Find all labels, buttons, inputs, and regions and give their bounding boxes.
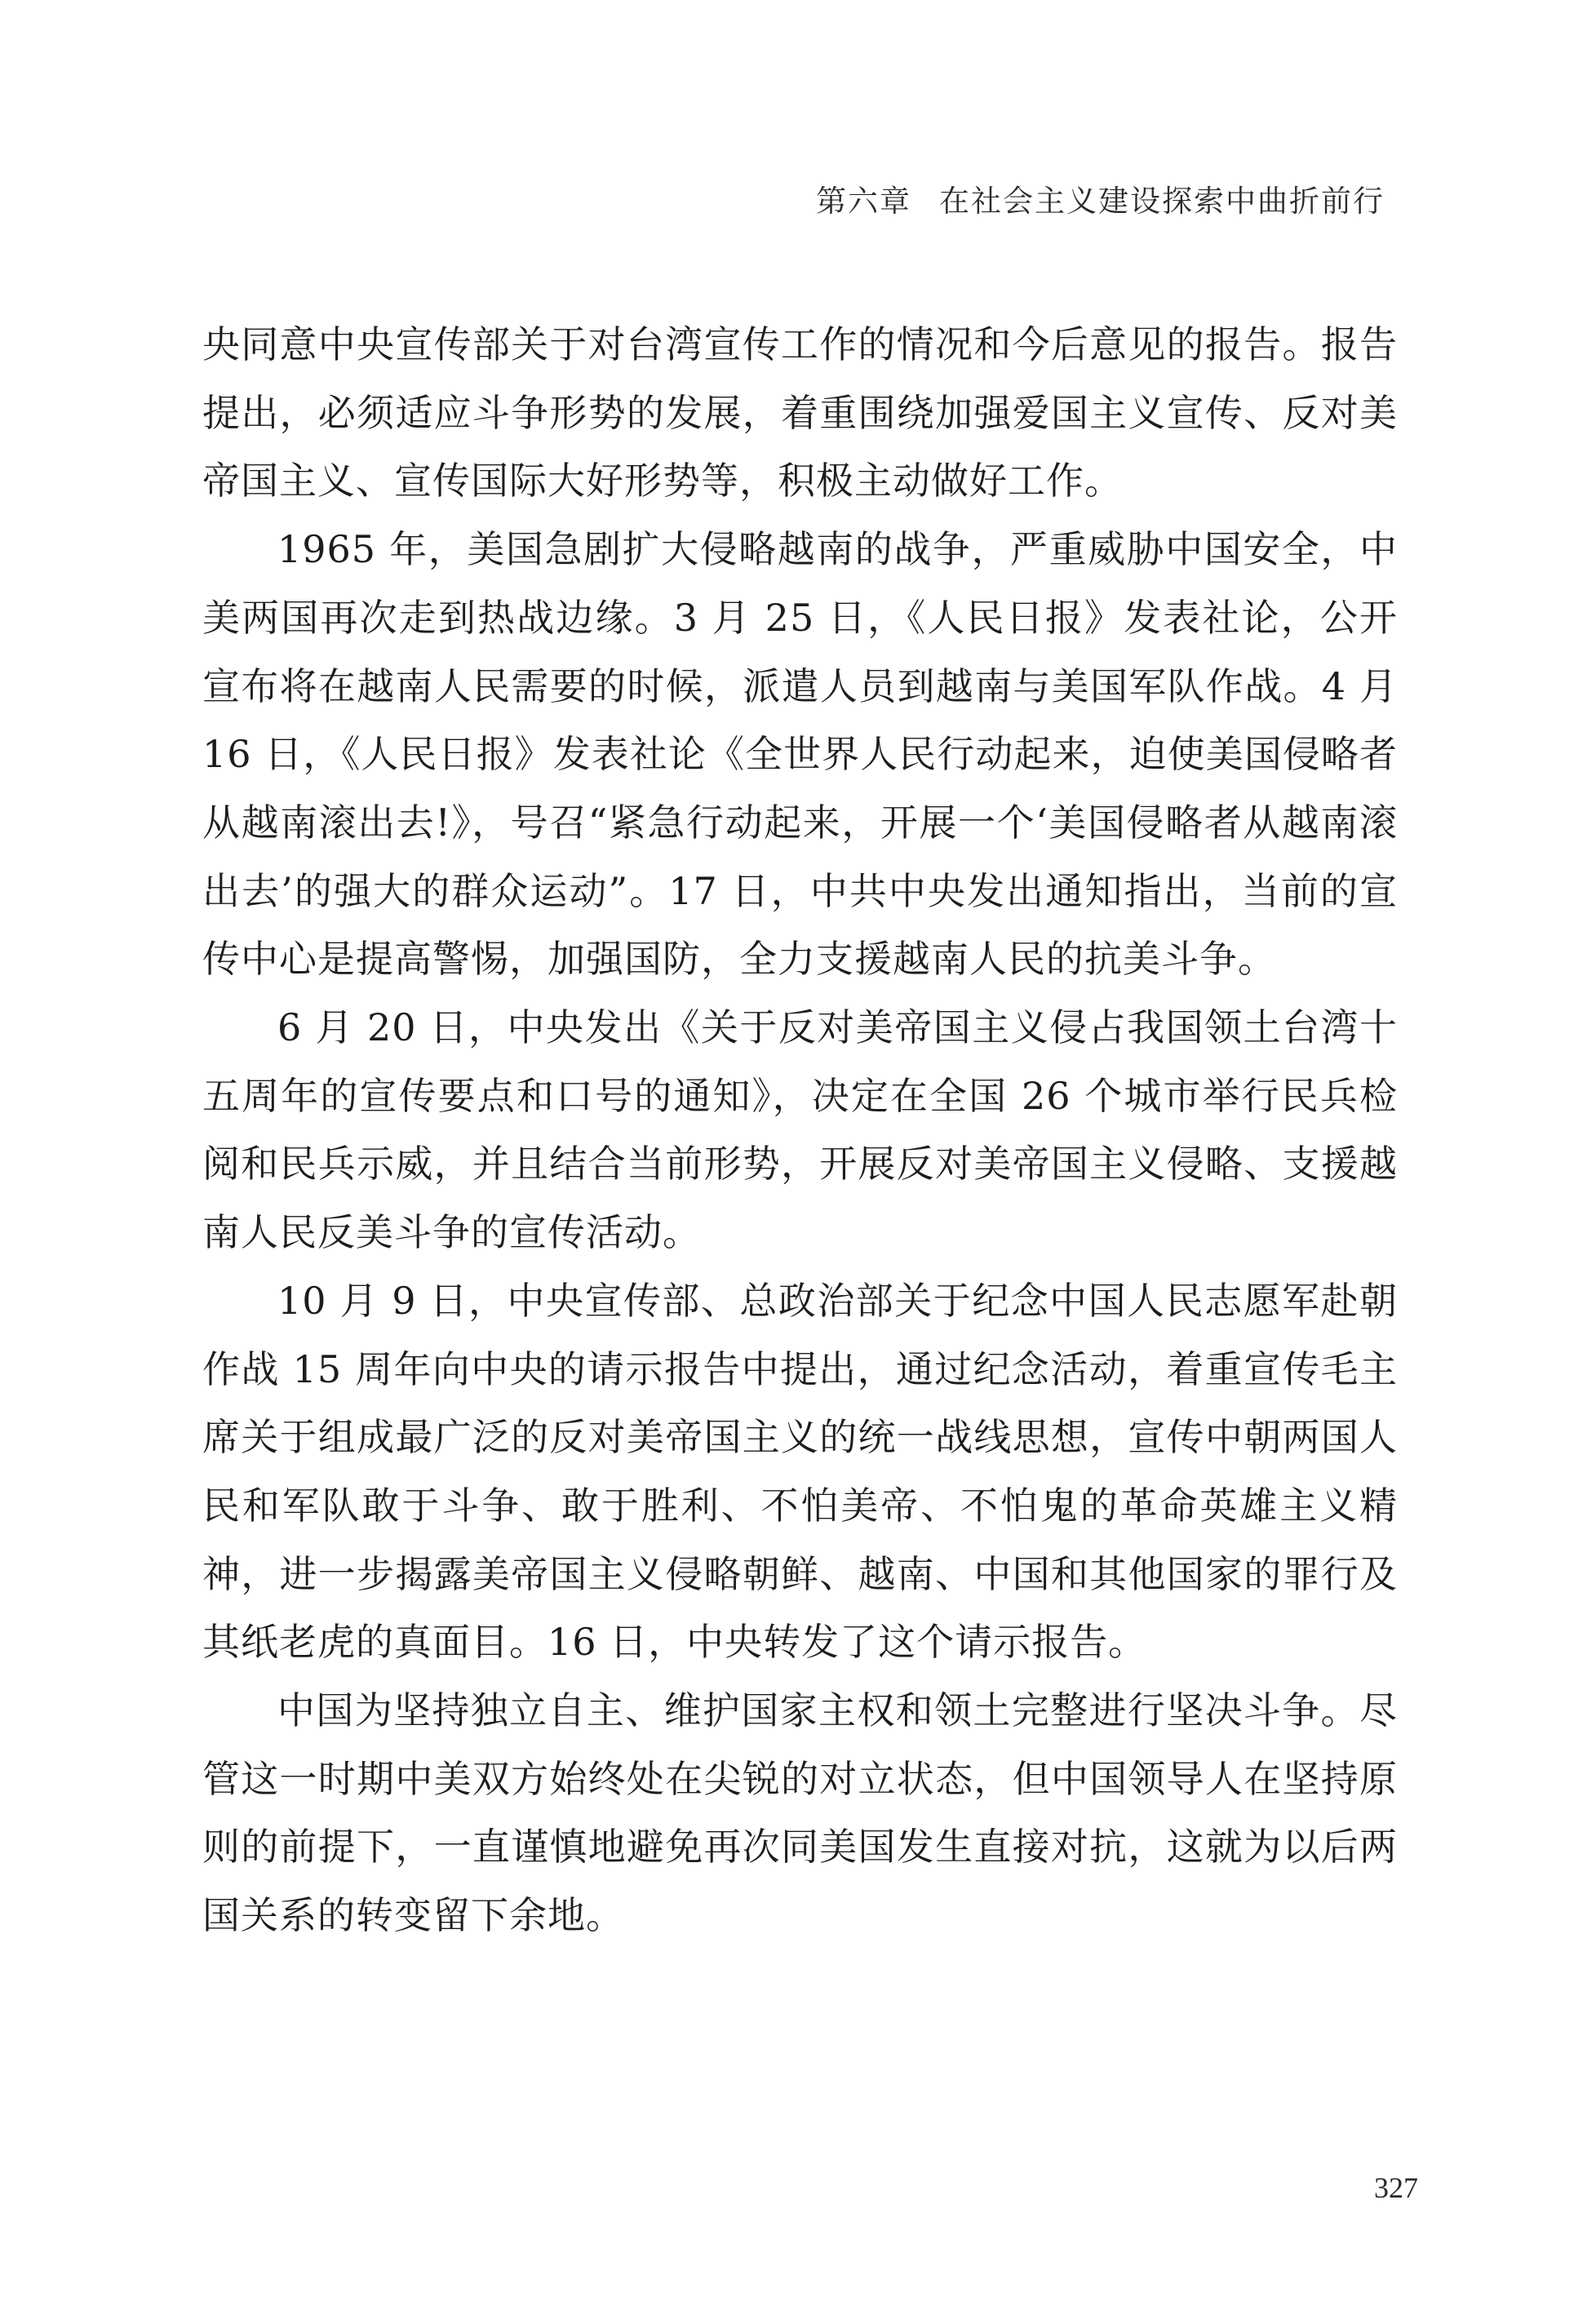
running-header	[816, 176, 1385, 220]
chapter-title: 在社会主义建设探索中曲折前行	[939, 184, 1385, 219]
page-number: 327	[1374, 2171, 1418, 2204]
paragraph: 1965 年，美国急剧扩大侵略越南的战争，严重威胁中国安全，中美两国再次走到热战边缘。3 月 25 日，《人民日报》发表社论，公开宣布将在越南人民需要的时候，派遣人员到越南与美国军队作战。4 月 16 日，《人民日报》发表社论《全世界人民行动起来，迫使美国侵略者从越南滚出去!》，号召“紧急行动起来，开展一个‘美国侵略者从越南滚出去’的强大的群众运动”。17 日，中共中央发出通知指出，当前的宣传中心是提高警惕，加强国防，全力支援越南人民的抗美斗争。	[202, 527, 1398, 982]
paragraph: 中国为坚持独立自主、维护国家主权和领土完整进行坚决斗争。尽管这一时期中美双方始终处在尖锐的对立状态，但中国领导人在坚持原则的前提下，一直谨慎地避免再次同美国发生直接对抗，这就为以后两国关系的转变留下余地。	[202, 1688, 1398, 1938]
paragraph: 10 月 9 日，中央宣传部、总政治部关于纪念中国人民志愿军赴朝作战 15 周年向中央的请示报告中提出，通过纪念活动，着重宣传毛主席关于组成最广泛的反对美帝国主义的统一战线思想，宣传中朝两国人民和军队敢于斗争、敢于胜利、不怕美帝、不怕鬼的革命英雄主义精神，进一步揭露美帝国主义侵略朝鲜、越南、中国和其他国家的罪行及其纸老虎的真面目。16 日，中央转发了这个请示报告。	[202, 1278, 1398, 1665]
body-text	[202, 311, 1398, 1950]
paragraph: 6 月 20 日，中央发出《关于反对美帝国主义侵占我国领土台湾十五周年的宣传要点和口号的通知》，决定在全国 26 个城市举行民兵检阅和民兵示威，并且结合当前形势，开展反对美帝国主义侵略、支援越南人民反美斗争的宣传活动。	[202, 1005, 1398, 1255]
paragraph-continued: 央同意中央宣传部关于对台湾宣传工作的情况和今后意见的报告。报告提出，必须适应斗争形势的发展，着重围绕加强爱国主义宣传、反对美帝国主义、宣传国际大好形势等，积极主动做好工作。	[202, 322, 1398, 503]
chapter-number: 第六章	[816, 184, 911, 219]
